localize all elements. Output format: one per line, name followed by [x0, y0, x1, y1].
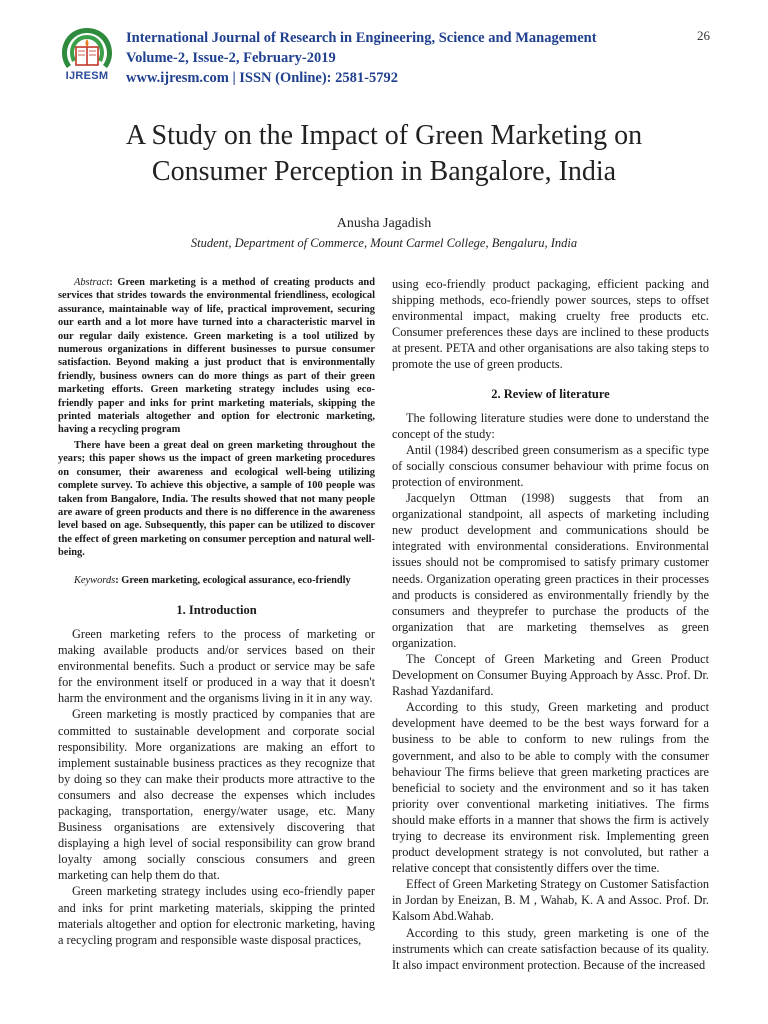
page-number: 26 [697, 28, 710, 43]
paragraph: According to this study, Green marketing and product development have deemed to be the best ways forward for a business to be able to conform to new rulings from the government, and also to be able to comply with the consumer behaviour The firms believe that green marketing practices are beneficial to society and the environment and so it has taken priority over conventional marketing initiatives. The firms should make efforts in a manner that shows the firm is actively trying to decrease its environment risk. Implementing green product development strategy is not convoluted, but rather a relative concept that consistently differs over the time. [392, 700, 709, 876]
title-line-2: Consumer Perception in Bangalore, India [151, 156, 617, 187]
paragraph: Green marketing is mostly practiced by companies that are committed to sustainable development and corporate social responsibility. More organizations are making an effort to implement sustainable business practices as they recognize that by doing so they can make their products more attractive to the consumers and also decrease the expenses which includes packaging, transportation, energy/water usage, etc. Many Business organisations are extensively discovering that displaying a high level of social responsibility can grow brand loyalty among socially conscious consumers and green marketing can help them do that. [58, 707, 375, 883]
author-name: Anusha Jagadish [336, 216, 432, 231]
section-heading-review: 2. Review of literature [491, 386, 610, 401]
journal-volume: Volume-2, Issue-2, February-2019 [126, 50, 336, 66]
paper-title [60, 118, 708, 190]
abstract-text-1: : Green marketing is a method of creating products and services that strides towards the environmental friendliness, ecological assurance, maintainable way of life, practical improvement, securing our earth and a lot more have turned into a characteristic marvel in our regular daily existence. Green marketing is a tool utilized by numerous organizations in different businesses to pursue consumer satisfaction. Beyond making a just product that is environmentally friendly, business owners can do more things as part of their green marketing efforts. Green marketing strategy includes using eco-friendly paper and inks for print marketing materials, skipping the printed materials altogether and option for electronic marketing, having a recycling program [58, 277, 375, 436]
journal-name: International Journal of Research in Engineering, Science and Management [126, 30, 597, 46]
journal-header [0, 0, 768, 95]
paragraph: The Concept of Green Marketing and Green Product Development on Consumer Buying Approach by Assc. Prof. Dr. Rashad Yazdanifard. [392, 651, 709, 699]
journal-website: www.ijresm.com | ISSN (Online): 2581-5792 [126, 70, 398, 86]
keywords-text: : Green marketing, ecological assurance, eco-friendly [115, 574, 351, 586]
paragraph: Antil (1984) described green consumerism as a specific type of socially conscious consumer behaviour with prime focus on protection of environment. [392, 442, 709, 489]
paragraph: Green marketing strategy includes using eco-friendly paper and inks for print marketing materials, skipping the printed materials altogether and option for electronic marketing, having a recycling program and responsible waste disposal practices, [58, 884, 375, 947]
paragraph: According to this study, green marketing is one of the instruments which can create satisfaction because of its quality. It also impact environment protection. Because of the increased [392, 925, 709, 972]
abstract [58, 276, 375, 560]
introduction-continuation [392, 276, 709, 373]
section-heading-introduction: 1. Introduction [176, 602, 257, 617]
paragraph: The following literature studies were done to understand the concept of the study: [392, 410, 709, 441]
paragraph: Jacquelyn Ottman (1998) suggests that from an organizational standpoint, all aspects of marketing including new product development and communications should be integrated with environmental considerations. Environmental issues should not be compromised to satisfy primary customer needs. Organization operating green practices in their processes and products is considered as environmentally friendly by the consumers and theyprefer to purchase the products of the organization that are marketing themselves as green organization. [392, 491, 709, 650]
right-column [392, 276, 709, 973]
abstract-paragraph-1 [58, 276, 375, 437]
paragraph: Green marketing refers to the process of marketing or making available products and/or services based on their environmental benefits. Such a product or service may be safe for the environment itself or produced in a way that it doesn't harm the environment and the organisms living in it in any way. [58, 626, 375, 706]
keywords-label: Keywords [74, 574, 116, 586]
paragraph: using eco-friendly product packaging, efficient packing and shipping methods, eco-friendly power sources, steps to offset environmental impact, making cruelty free products etc. Consumer preferences these days are inclined to these products at present. PETA and other organisations are also taking steps to promote the use of green products. [392, 277, 709, 372]
left-column [58, 276, 375, 948]
review-body [392, 410, 709, 973]
introduction-body [58, 626, 375, 948]
author-affiliation: Student, Department of Commerce, Mount Carmel College, Bengaluru, India [190, 236, 578, 250]
paragraph: Effect of Green Marketing Strategy on Customer Satisfaction in Jordan by Eneizan, B. M , Wahab, K. A and Assoc. Prof. Dr. Kalsom Abd.Wahab. [392, 877, 709, 924]
journal-info [126, 28, 597, 88]
keywords [58, 574, 375, 587]
abstract-label: Abstract [74, 277, 110, 288]
logo-text: IJRESM [65, 70, 109, 82]
title-line-1: A Study on the Impact of Green Marketing on [125, 120, 643, 151]
abstract-paragraph-2: There have been a great deal on green marketing throughout the years; this paper shows us the impact of green marketing procedures on consumer, their awareness and ecological well-being utilizing complete survey. To achieve this objective, a sample of 100 people was taken from Bangalore, India. The results showed that not many people are aware of green products and there is no difference in the awareness level based on age. Subsequently, this paper can be utilized to discover the effect of green marketing on consumer perception and natural well-being. [58, 439, 375, 559]
